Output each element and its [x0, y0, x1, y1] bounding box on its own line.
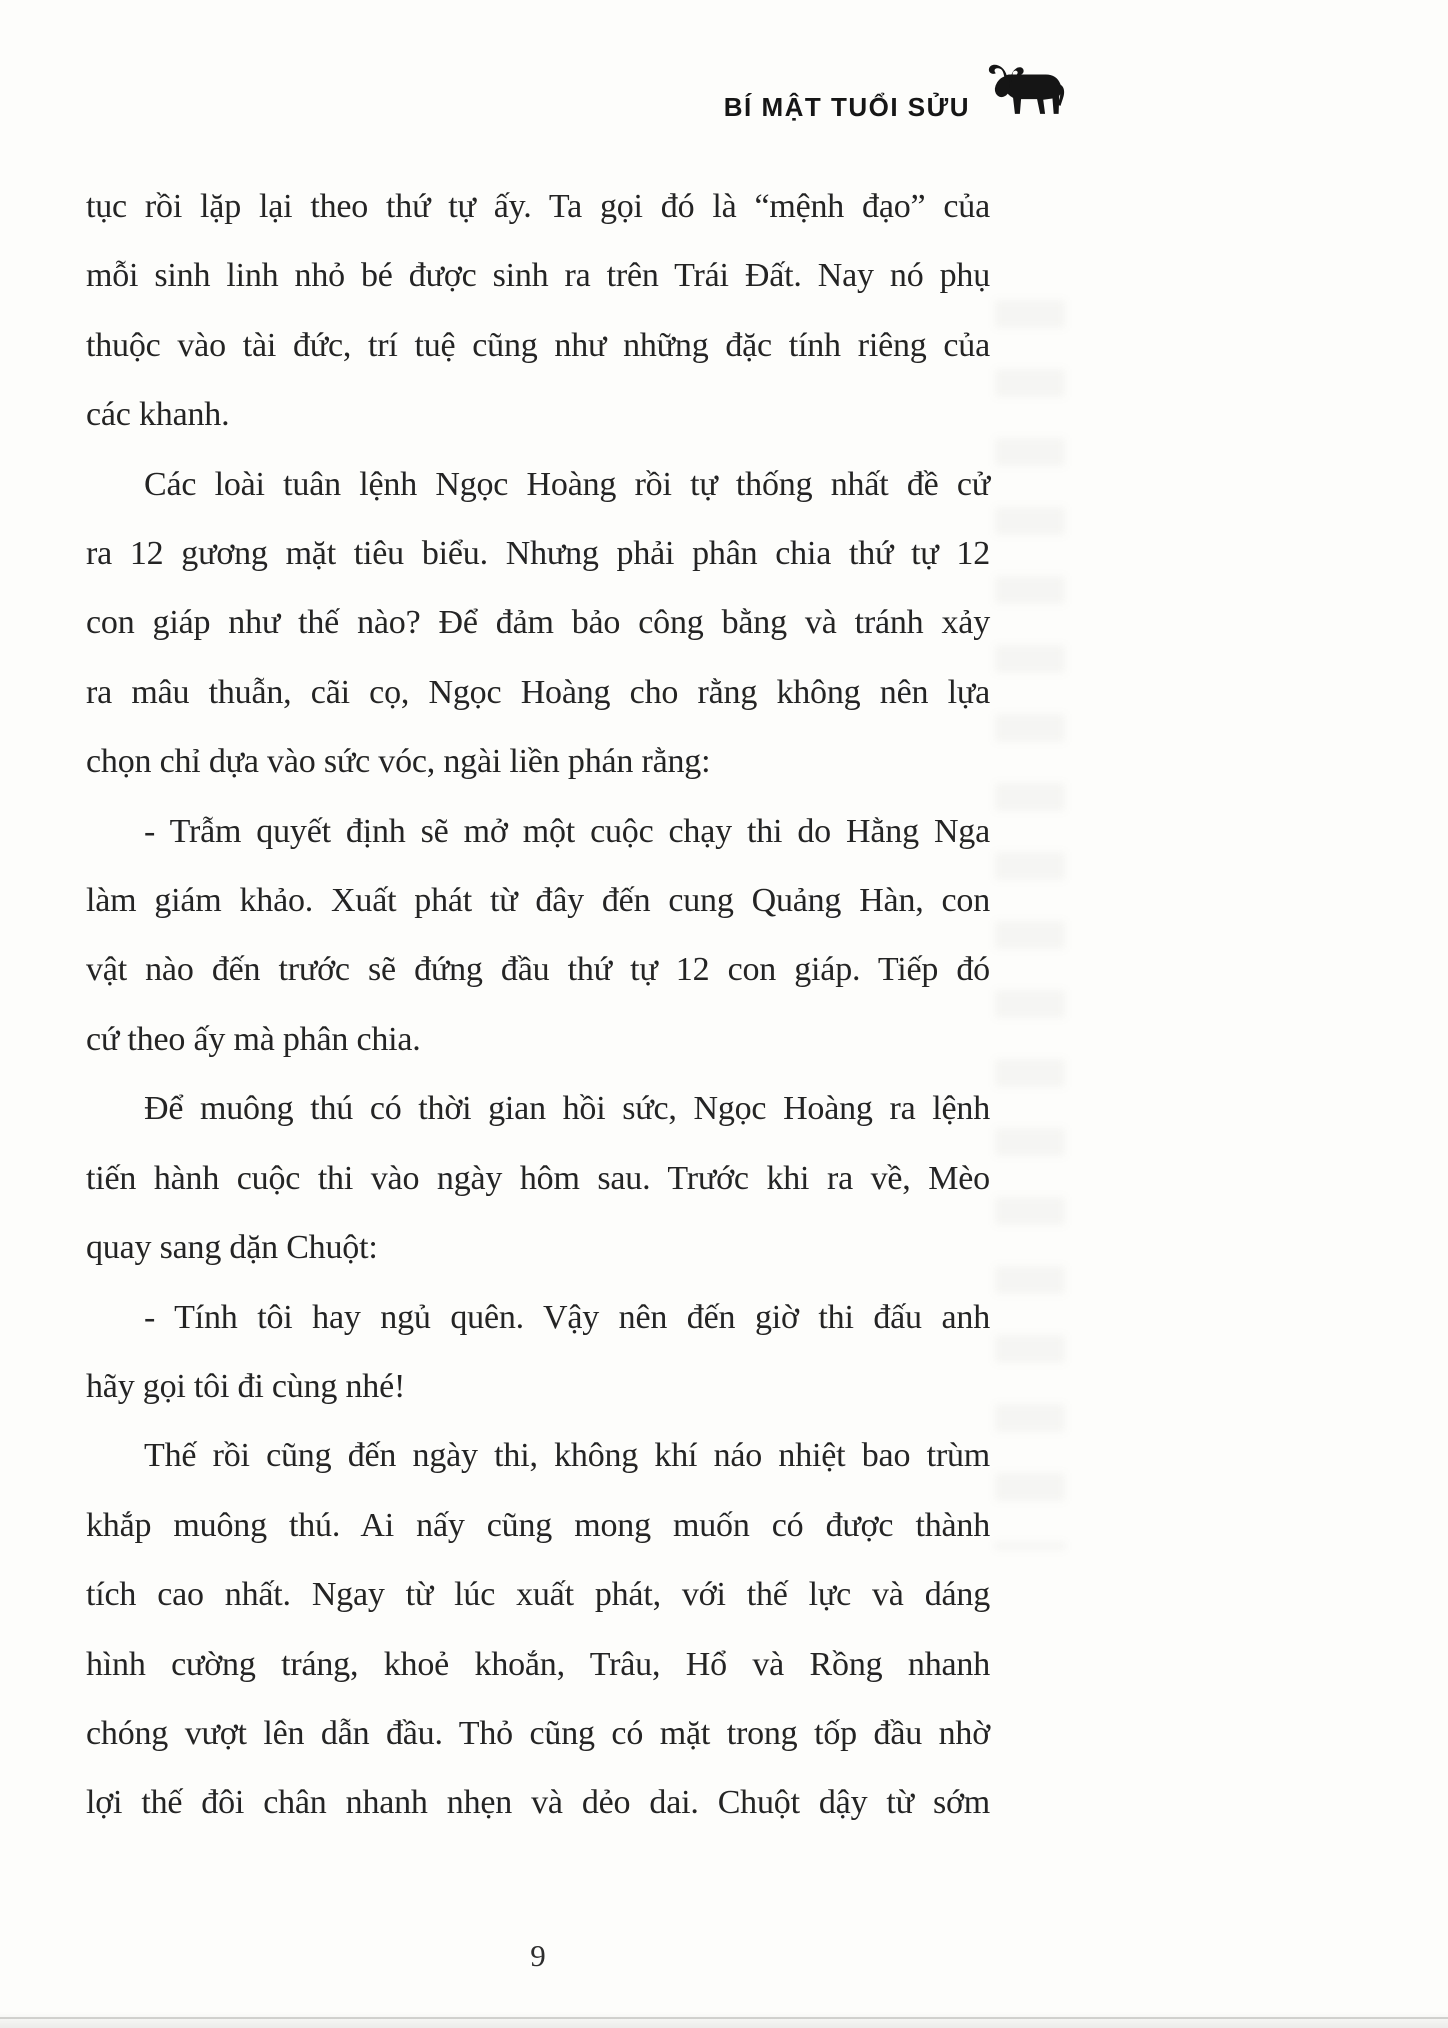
- body-text: [86, 172, 990, 1838]
- page-number: 9: [530, 1938, 546, 1973]
- text-line: con giáp như thế nào? Để đảm bảo công bằng và tránh xảy: [86, 604, 990, 642]
- text-line: - Trẫm quyết định sẽ mở một cuộc chạy thi do Hằng Nga: [144, 812, 990, 850]
- text-line: Các loài tuân lệnh Ngọc Hoàng rồi tự thống nhất đề cử: [144, 465, 990, 503]
- text-line: làm giám khảo. Xuất phát từ đây đến cung Quảng Hàn, con: [86, 882, 990, 920]
- page-header: [0, 38, 1066, 136]
- text-line: hãy gọi tôi đi cùng nhé!: [86, 1367, 406, 1405]
- text-line: hình cường tráng, khoẻ khoắn, Trâu, Hổ và Rồng nhanh: [86, 1645, 990, 1683]
- text-line: tích cao nhất. Ngay từ lúc xuất phát, với thế lực và dáng: [86, 1576, 990, 1614]
- text-line: khắp muông thú. Ai nấy cũng mong muốn có được thành: [86, 1506, 990, 1544]
- ink-bleed-through: [995, 300, 1065, 1550]
- text-line: vật nào đến trước sẽ đứng đầu thứ tự 12 con giáp. Tiếp đó: [86, 951, 990, 989]
- text-line: lợi thế đôi chân nhanh nhẹn và dẻo dai. Chuột dậy từ sớm: [86, 1784, 990, 1822]
- text-line: thuộc vào tài đức, trí tuệ cũng như những đặc tính riêng của: [86, 326, 990, 364]
- text-line: tục rồi lặp lại theo thứ tự ấy. Ta gọi đó là “mệnh đạo” của: [86, 188, 990, 225]
- buffalo-icon: [986, 40, 1066, 136]
- text-line: mỗi sinh linh nhỏ bé được sinh ra trên Trái Đất. Nay nó phụ: [86, 257, 990, 295]
- text-line: - Tính tôi hay ngủ quên. Vậy nên đến giờ thi đấu anh: [144, 1298, 990, 1336]
- text-line: ra mâu thuẫn, cãi cọ, Ngọc Hoàng cho rằng không nên lựa: [86, 673, 990, 711]
- text-line: chọn chỉ dựa vào sức vóc, ngài liền phán rằng:: [86, 743, 711, 781]
- text-line: cứ theo ấy mà phân chia.: [86, 1020, 421, 1058]
- text-line: chóng vượt lên dẫn đầu. Thỏ cũng có mặt trong tốp đầu nhờ: [86, 1714, 990, 1752]
- text-line: Để muông thú có thời gian hồi sức, Ngọc Hoàng ra lệnh: [144, 1090, 990, 1128]
- running-head-title: BÍ MẬT TUỔI SỬU: [723, 92, 970, 122]
- text-line: tiến hành cuộc thi vào ngày hôm sau. Trước khi ra về, Mèo: [86, 1159, 990, 1197]
- text-line: ra 12 gương mặt tiêu biểu. Nhưng phải phân chia thứ tự 12: [86, 535, 990, 573]
- text-line: quay sang dặn Chuột:: [86, 1229, 378, 1267]
- text-line: Thế rồi cũng đến ngày thi, không khí náo nhiệt bao trùm: [144, 1437, 990, 1475]
- scan-bottom-shadow: [0, 2012, 1448, 2028]
- text-line: các khanh.: [86, 396, 230, 434]
